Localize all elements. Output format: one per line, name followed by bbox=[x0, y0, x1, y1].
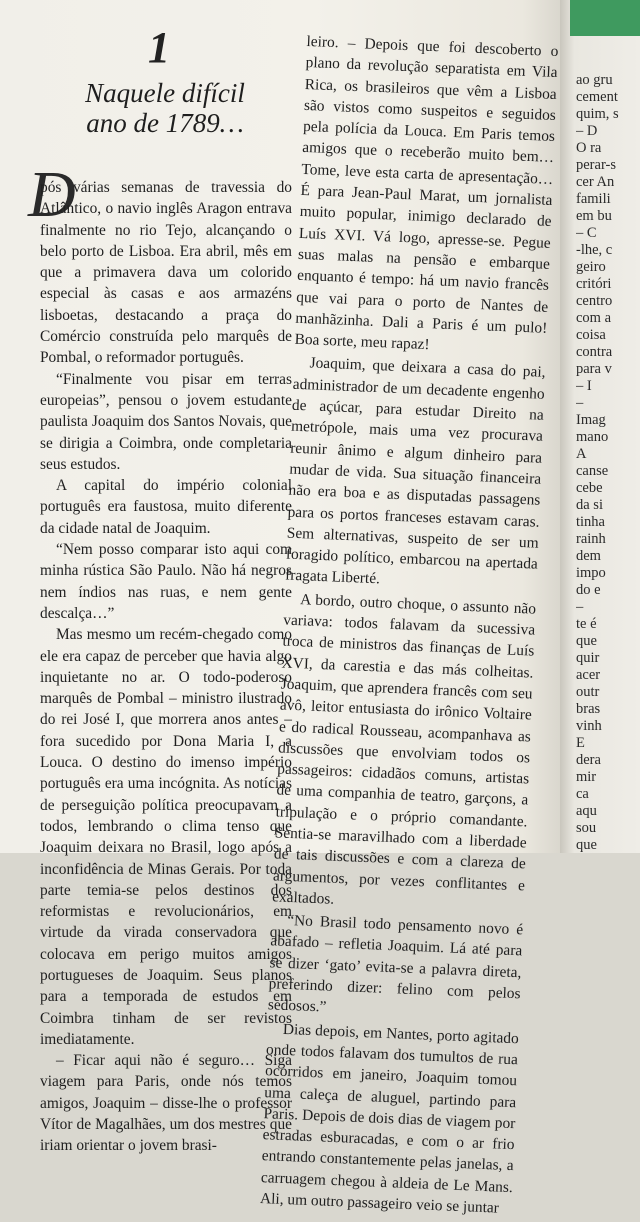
paragraph: pós várias semanas de travessia do Atlântico, o navio inglês Aragon entrava finalmente no rio Tejo, alcançando o belo porto de Lisboa. Era abril, mês em que a primavera dava um colorido especial às casas e aos armazéns lisboetas, destacando a praça do Comércio construída pelo marquês de Pombal, o reformador português. bbox=[40, 179, 292, 367]
next-page-line: que bbox=[576, 837, 597, 853]
next-page-line: aqu bbox=[576, 803, 597, 819]
next-page-line: quim, s bbox=[576, 106, 619, 122]
next-page-line: sou bbox=[576, 820, 597, 836]
paragraph: leiro. – Depois que foi descoberto o plano da revolução separatista em Vila Rica, os brasileiros que vêm a Lisboa são vistos como suspeitos e seguidos pela polícia da Louca. Em Paris temos amigos que o receberão muito bem… Tome, leve esta carta de apresentação… É para Jean-Paul Marat, um jornalista muito popular, inimigo declarado de Luís XVI. Vá logo, apresse-se. Pegue suas malas na pensão e embarque enquanto é tempo: há um navio francês que vai para o porto de Nantes de manhãzinha. Dali a Paris é um pulo! Boa sorte, meu rapaz! bbox=[294, 32, 559, 354]
paragraph: “No Brasil todo pensamento novo é abafado – refletia Joaquim. Lá até para se dizer ‘gato’ evita-se a palavra direta, preferindo dizer: felino com pelos sedosos.” bbox=[267, 912, 524, 1016]
next-page-line: rainh bbox=[576, 531, 606, 547]
next-page-line: impo bbox=[576, 565, 606, 581]
paragraph: A bordo, outro choque, o assunto não variava: todos falavam da sucessiva troca de ministros das finanças de Luís XVI, da carestia e das más colheitas. Joaquim, que aprendera francês com seu avô, leitor entusiasta do irônico Voltaire e do radical Rousseau, acompanhava as discussões que envolviam todos os passageiros: cidadãos comuns, artistas de uma companhia de teatro, garçons, a tripulação e o próprio comandante. Sentia-se maravilhado com a liberdade de tais discussões e com a clareza de argumentos, por vezes conflitantes e exaltados. bbox=[271, 590, 537, 908]
paragraph: Joaquim, que deixara a casa do pai, administrador de um decadente engenho de açúcar, para estudar Direito na metrópole, mais uma vez procurava reunir ânimo e algum dinheiro para mudar de vida. Sua situação financeira não era boa e as disputadas passagens para os portos franceses estavam caras. Sem alternativas, suspeito de ser um foragido político, embarcou na apertada fragata Liberté. bbox=[284, 354, 546, 588]
chapter-title-line-2: ano de 1789… bbox=[86, 108, 244, 138]
next-page-line: famili bbox=[576, 191, 611, 207]
next-page-line: tinha bbox=[576, 514, 605, 530]
next-page-line: O ra bbox=[576, 140, 602, 156]
chapter-number: 1 bbox=[148, 23, 170, 72]
drop-cap: D bbox=[28, 158, 76, 231]
next-page-line: -lhe, c bbox=[576, 242, 613, 258]
next-page-line: ca bbox=[576, 786, 589, 802]
next-page-line: bras bbox=[576, 701, 601, 717]
next-page-line: cement bbox=[576, 89, 618, 105]
next-page-line: em bu bbox=[576, 208, 612, 224]
next-page-line: contra bbox=[576, 344, 613, 360]
next-page-line: perar-s bbox=[576, 157, 616, 173]
next-page-line: cer An bbox=[576, 174, 615, 190]
paragraph: “Finalmente vou pisar em terras europeias”, pensou o jovem estudante paulista Joaquim dos Santos Novais, que se dirigia a Coimbra, onde completaria seus estudos. bbox=[40, 370, 292, 473]
next-page-line: E bbox=[576, 735, 585, 751]
left-text-column bbox=[40, 177, 292, 1157]
next-page-line: Imag bbox=[576, 412, 606, 428]
green-band bbox=[570, 0, 640, 36]
next-page-line: centro bbox=[576, 293, 613, 309]
next-page-line: dera bbox=[576, 752, 601, 768]
next-page-line: mano bbox=[576, 429, 609, 445]
next-page-line: acer bbox=[576, 667, 601, 683]
next-page-line: outr bbox=[576, 684, 600, 700]
next-page-line: vinh bbox=[576, 718, 602, 734]
chapter-title-line-1: Naquele difícil bbox=[85, 78, 245, 108]
right-text-column bbox=[260, 31, 559, 1221]
next-page-line: dem bbox=[576, 548, 601, 564]
paragraph: “Nem posso comparar isto aqui com minha rústica São Paulo. Não há negros nem índios nas ruas, e nem gente descalça…” bbox=[40, 541, 292, 622]
next-page-line: canse bbox=[576, 463, 609, 479]
next-page-line: ao gru bbox=[576, 72, 613, 88]
next-page-line: para v bbox=[576, 361, 612, 377]
next-page-line: te é bbox=[576, 616, 597, 632]
next-page-line: – I bbox=[576, 378, 592, 394]
next-page-line: da si bbox=[576, 497, 603, 513]
next-page-line: do e bbox=[576, 582, 601, 598]
next-page-line: geiro bbox=[576, 259, 606, 275]
next-page-line: – D bbox=[576, 123, 598, 139]
next-page-line: quir bbox=[576, 650, 600, 666]
paragraph: A capital do império colonial português era faustosa, muito diferente da cidade natal de Joaquim. bbox=[40, 477, 292, 537]
paragraph: Mas mesmo um recém-chegado como ele era capaz de perceber que havia algo inquietante no ar. O todo-poderoso marquês de Pombal – ministro ilustrado do rei José I, que morrera anos antes – fora sucedido por Dona Maria I, a Louca. O destino do imenso império português era uma incógnita. As notícias de perseguição política preocupavam a todos, lembrando o clima tenso que Joaquim deixara no Brasil, logo após a inconfidência de Minas Gerais. Por toda parte temia-se pelos destinos dos reformistas e revolucionários, em virtude da virada conservadora que colocava em perigo muitos amigos portugueses de Joaquim. Seus planos para a temporada de estudos em Coimbra tinham de ser revistos imediatamente. bbox=[40, 626, 292, 1048]
next-page-line: – bbox=[576, 395, 584, 411]
next-page-line: – bbox=[576, 599, 584, 615]
next-page-line: coisa bbox=[576, 327, 606, 343]
next-page-line: cebe bbox=[576, 480, 603, 496]
next-page-line: A bbox=[576, 446, 587, 462]
next-page-line: mir bbox=[576, 769, 597, 785]
next-page-line: – C bbox=[576, 225, 597, 241]
next-page-line: que bbox=[576, 633, 597, 649]
paragraph: Dias depois, em Nantes, porto agitado onde todos falavam dos tumultos de rua ocorridos em janeiro, Joaquim tomou uma caleça de aluguel, partindo para Paris. Depois de dois dias de viagem por estradas esburacadas, e com o ar frio entrando constantemente pelas janelas, a carruagem chegou à aldeia de Le Mans. Ali, um outro passageiro veio se juntar bbox=[259, 1020, 520, 1217]
chapter-title bbox=[60, 78, 270, 138]
next-page-line: com a bbox=[576, 310, 612, 326]
next-page-line: critóri bbox=[576, 276, 612, 292]
paragraph: – Ficar aqui não é seguro… Siga viagem para Paris, onde nós temos amigos, Joaquim – disse-lhe o professor Vítor de Magalhães, um dos mestres que iriam orientar o jovem brasi- bbox=[40, 1052, 292, 1155]
